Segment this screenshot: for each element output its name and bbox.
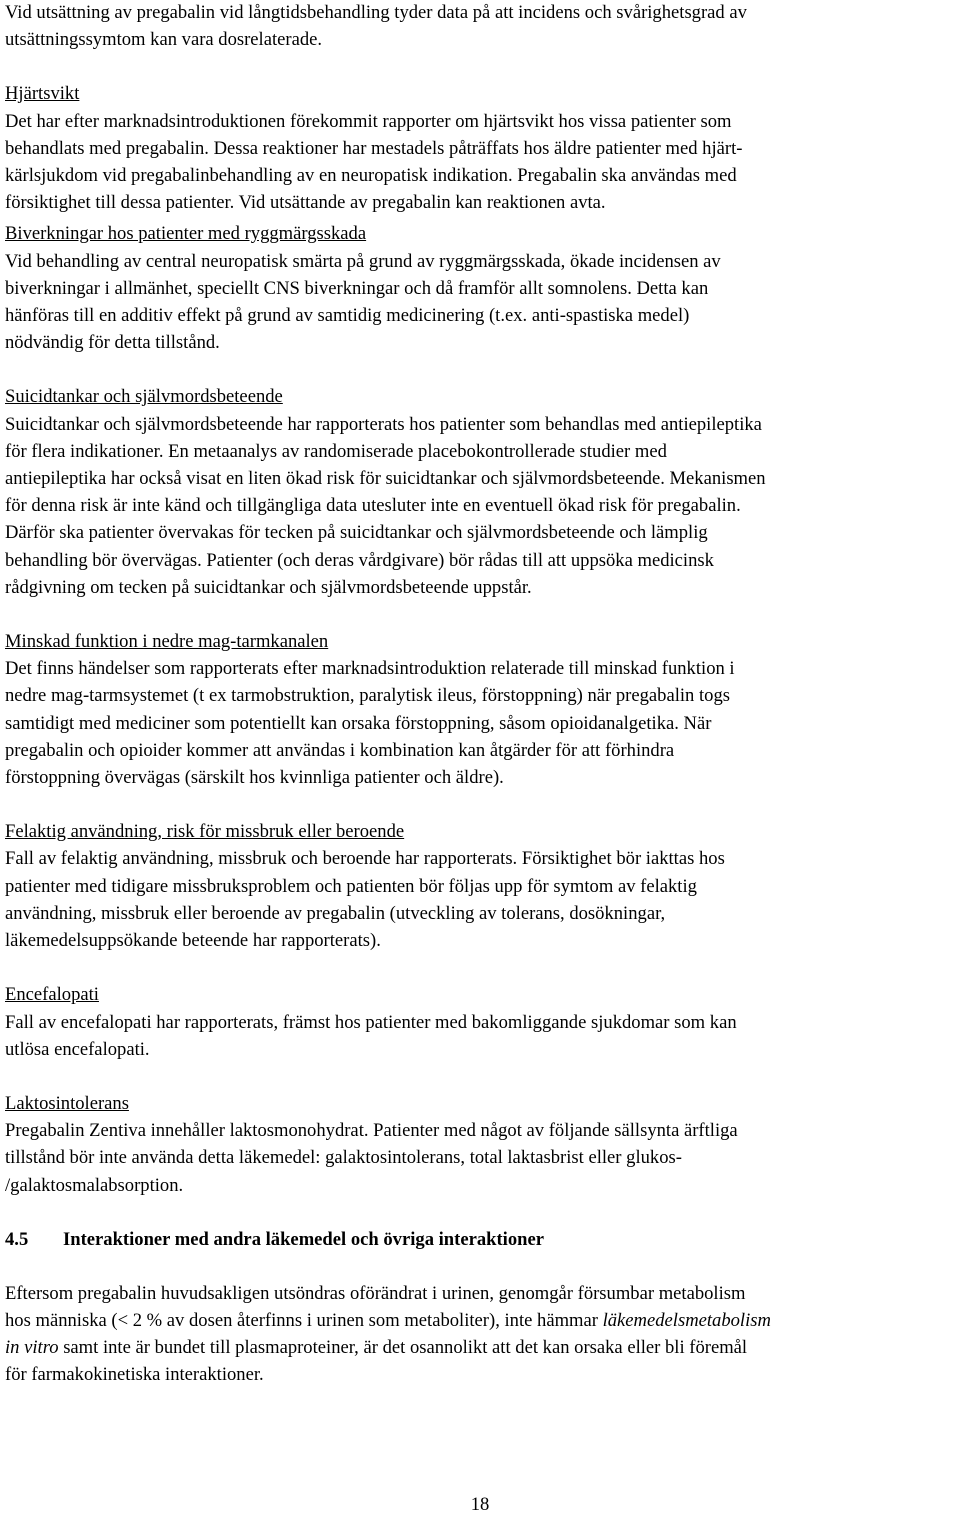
section-4-5-heading xyxy=(5,1226,958,1253)
text-line: nedre mag-tarmsystemet (t ex tarmobstruktion, paralytisk ileus, förstoppning) när pregabalin togs xyxy=(5,685,730,707)
section-encephalopathy xyxy=(5,981,958,1063)
text-line: nödvändig för detta tillstånd. xyxy=(5,332,220,354)
section-heading: Suicidtankar och självmordsbeteende xyxy=(5,386,283,408)
intro-paragraph xyxy=(5,0,958,53)
text-line xyxy=(5,1334,958,1361)
text-line: för denna risk är inte känd och tillgängliga data utesluter inte en eventuell ökad risk för pregabalin. xyxy=(5,495,741,517)
text-line: samtidigt med mediciner som potentiellt kan orsaka förstoppning, såsom opioidanalgetika. När xyxy=(5,712,712,734)
text-run: samt inte är bundet till plasmaproteiner, är det osannolikt att det kan orsaka eller bli föremål xyxy=(58,1337,748,1359)
section-suicidal-ideation xyxy=(5,383,958,601)
section-heading: Felaktig användning, risk för missbruk eller beroende xyxy=(5,821,405,843)
text-line: för flera indikationer. En metaanalys av randomiserade placebokontrollerade studier med xyxy=(5,440,667,462)
text-line: förstoppning övervägas (särskilt hos kvinnliga patienter och äldre). xyxy=(5,767,504,789)
text-line: användning, missbruk eller beroende av pregabalin (utveckling av tolerans, dosökningar, xyxy=(5,902,666,924)
section-heading: Laktosintolerans xyxy=(5,1092,129,1114)
text-line: pregabalin och opioider kommer att användas i kombination kan åtgärder för att förhindra xyxy=(5,739,675,761)
section-lactose-intolerance xyxy=(5,1090,958,1199)
text-line: Därför ska patienter övervakas för tecken på suicidtankar och självmordsbeteende och lämplig xyxy=(5,522,708,544)
section-4-5-body xyxy=(5,1280,958,1389)
text-line: patienter med tidigare missbruksproblem och patienten bör följas upp för symtom av felaktig xyxy=(5,875,697,897)
text-line: läkemedelsuppsökande beteende har rapporterats). xyxy=(5,930,381,952)
page-number: 18 xyxy=(470,1494,490,1515)
italic-term: läkemedelsmetabolism xyxy=(602,1309,771,1331)
text-line: biverkningar i allmänhet, speciellt CNS biverkningar och då framför allt somnolens. Detta kan xyxy=(5,277,709,299)
text-line: behandlats med pregabalin. Dessa reaktioner har mestadels påträffats hos äldre patienter med hjärt- xyxy=(5,137,743,159)
text-line: tillstånd bör inte använda detta läkemedel: galaktosintolerans, total laktasbrist eller glukos- xyxy=(5,1147,682,1169)
document-page xyxy=(5,0,958,1389)
text-line: Eftersom pregabalin huvudsakligen utsöndras oförändrat i urinen, genomgår försumbar metabolism xyxy=(5,1282,746,1304)
text-line: försiktighet till dessa patienter. Vid utsättande av pregabalin kan reaktionen avta. xyxy=(5,192,606,214)
section-misuse-abuse xyxy=(5,818,958,954)
text-line: Pregabalin Zentiva innehåller laktosmonohydrat. Patienter med något av följande sällsynta ärftliga xyxy=(5,1120,738,1142)
text-line: Suicidtankar och självmordsbeteende har rapporterats hos patienter som behandlas med antiepileptika xyxy=(5,413,762,435)
text-line: Vid utsättning av pregabalin vid långtidsbehandling tyder data på att incidens och svårighetsgrad av xyxy=(5,2,747,23)
text-line: utlösa encefalopati. xyxy=(5,1038,150,1060)
section-heading: Minskad funktion i nedre mag-tarmkanalen xyxy=(5,631,329,653)
section-heading: Encefalopati xyxy=(5,984,99,1006)
text-line: utsättningssymtom kan vara dosrelaterade. xyxy=(5,29,323,51)
text-line: hänföras till en additiv effekt på grund av samtidig medicinering (t.ex. anti-spastiska medel) xyxy=(5,305,690,327)
text-line: Fall av encefalopati har rapporterats, främst hos patienter med bakomliggande sjukdomar som kan xyxy=(5,1011,737,1033)
section-heading: Hjärtsvikt xyxy=(5,83,80,105)
section-title: Interaktioner med andra läkemedel och övriga interaktioner xyxy=(63,1228,544,1250)
section-number: 4.5 xyxy=(5,1228,29,1250)
text-line: antiepileptika har också visat en liten ökad risk för suicidtankar och självmordsbeteende. Mekanismen xyxy=(5,468,766,490)
text-line: behandling bör övervägas. Patienter (och deras vårdgivare) bör rådas till att uppsöka medicinsk xyxy=(5,549,714,571)
text-line: rådgivning om tecken på suicidtankar och självmordsbeteende uppstår. xyxy=(5,576,532,598)
text-line: /galaktosmalabsorption. xyxy=(5,1174,184,1196)
text-line: kärlsjukdom vid pregabalinbehandling av en neuropatisk indikation. Pregabalin ska användas med xyxy=(5,165,737,187)
text-line xyxy=(5,1307,958,1334)
section-heading: Biverkningar hos patienter med ryggmärgsskada xyxy=(5,223,367,245)
text-line: Det har efter marknadsintroduktionen förekommit rapporter om hjärtsvikt hos vissa patienter som xyxy=(5,110,732,132)
section-lower-gi-function xyxy=(5,628,958,791)
italic-term: in vitro xyxy=(5,1337,59,1359)
section-heart-failure xyxy=(5,80,958,216)
text-line: för farmakokinetiska interaktioner. xyxy=(5,1364,264,1386)
text-line: Fall av felaktig användning, missbruk och beroende har rapporterats. Försiktighet bör iakttas hos xyxy=(5,848,725,870)
text-line: Det finns händelser som rapporterats efter marknadsintroduktion relaterade till minskad funktion i xyxy=(5,658,735,680)
text-line: Vid behandling av central neuropatisk smärta på grund av ryggmärgsskada, ökade incidensen av xyxy=(5,250,721,272)
text-run: hos människa (< 2 % av dosen återfinns i urinen som metaboliter), inte hämmar xyxy=(5,1309,603,1331)
section-spinal-cord-injury xyxy=(5,220,958,356)
